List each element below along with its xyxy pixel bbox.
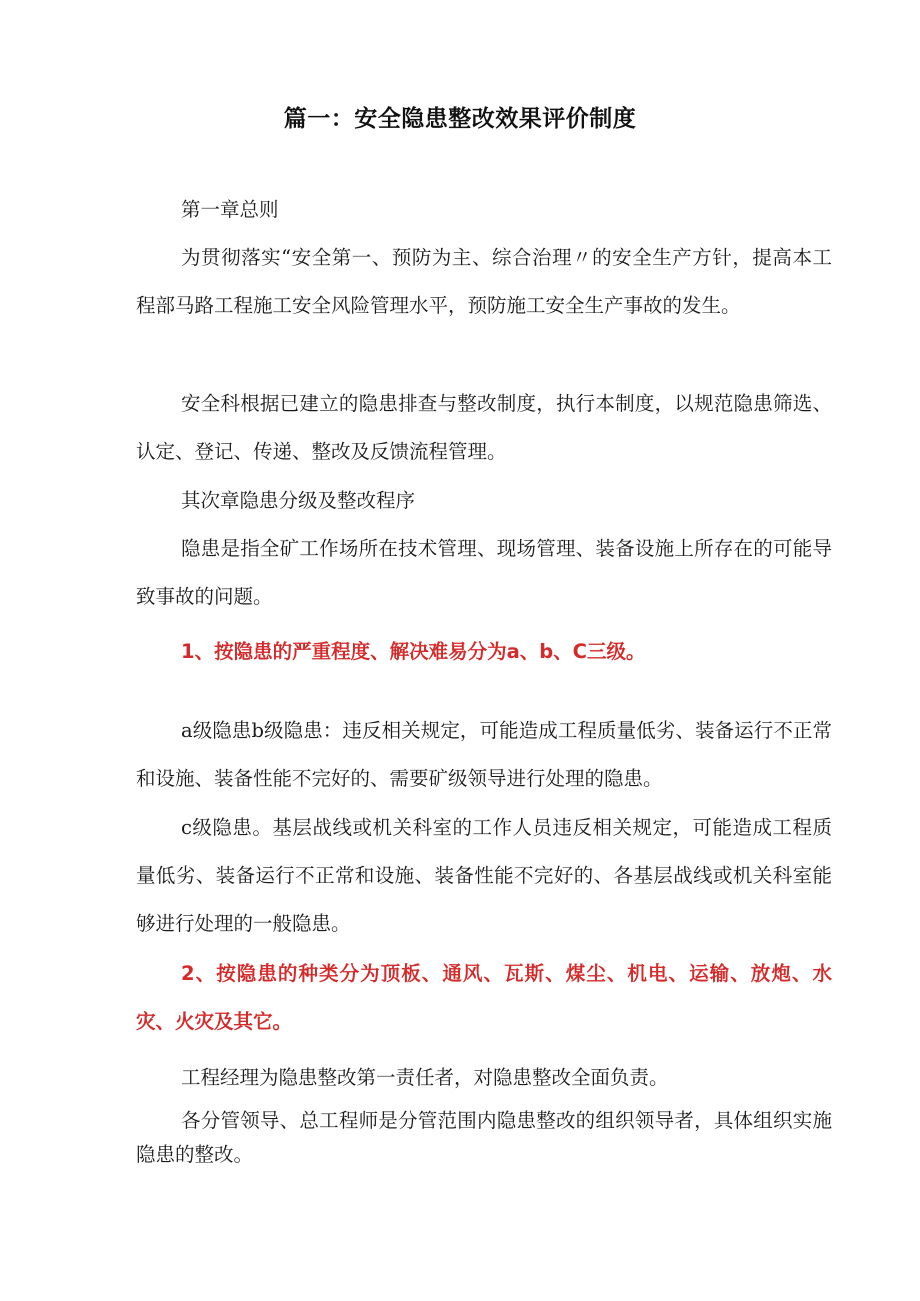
- paragraph-hazard-definition: 隐患是指全矿工作场所在技术管理、现场管理、装备设施上所存在的可能导致事故的问题。: [136, 537, 832, 608]
- paragraph-policy: 为贯彻落实“安全第一、预防为主、综合治理〃的安全生产方针，提高本工程部马路工程施工安全风险管理水平，预防施工安全生产事故的发生。: [136, 246, 832, 317]
- paragraph-leaders: 各分管领导、总工程师是分管范围内隐患整改的组织领导者，具体组织实施隐患的整改。: [136, 1109, 832, 1166]
- paragraph-level-ab: a级隐患b级隐患：违反相关规定，可能造成工程质量低劣、装备运行不正常和设施、装备性能不完好的、需要矿级领导进行处理的隐患。: [136, 719, 832, 790]
- paragraph-safety-dept: 安全科根据已建立的隐患排查与整改制度，执行本制度，以规范隐患筛选、认定、登记、传递、整改及反馈流程管理。: [136, 392, 832, 463]
- chapter-1-heading: 第一章总则: [181, 198, 279, 221]
- item-1-classification: 1、按隐患的严重程度、解决难易分为a、b、C三级。: [181, 640, 646, 663]
- item-2-categories: 2、按隐患的种类分为顶板、通风、瓦斯、煤尘、机电、运输、放炮、水灾、火灾及其它。: [136, 962, 832, 1033]
- paragraph-project-manager: 工程经理为隐患整改第一责任者，对隐患整改全面负责。: [181, 1066, 669, 1089]
- chapter-2-heading: 其次章隐患分级及整改程序: [181, 489, 416, 512]
- paragraph-level-c: c级隐患。基层战线或机关科室的工作人员违反相关规定，可能造成工程质量低劣、装备运行不正常和设施、装备性能不完好的、各基层战线或机关科室能够进行处理的一般隐患。: [136, 816, 832, 935]
- document-title: 篇一：安全隐患整改效果评价制度: [283, 106, 637, 132]
